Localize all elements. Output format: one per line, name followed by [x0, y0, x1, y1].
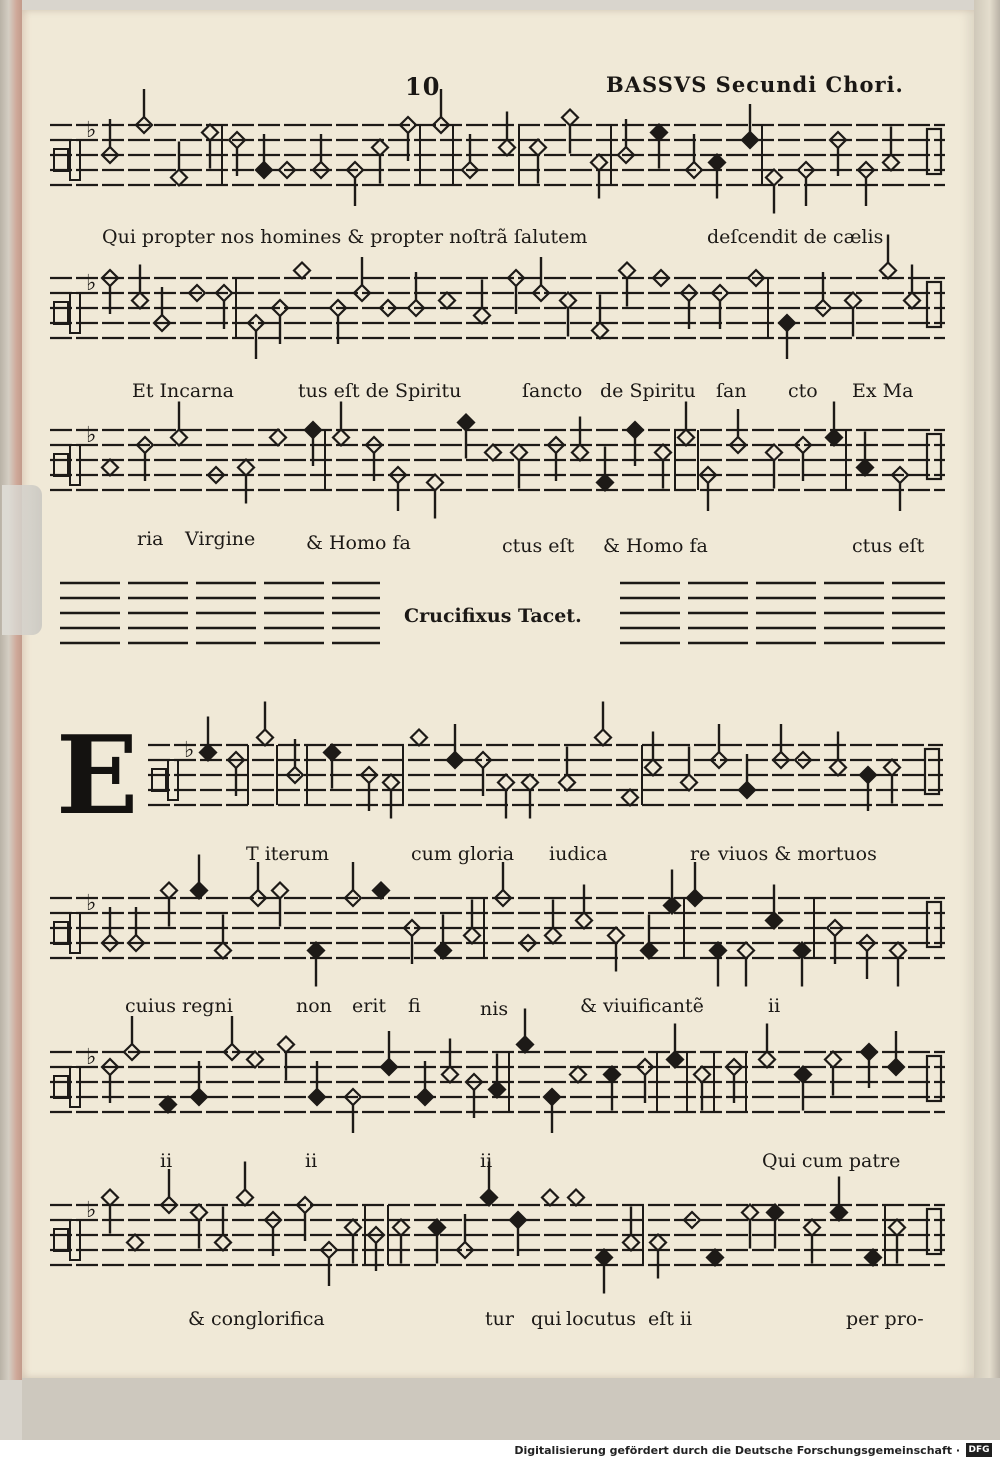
lyric-syllable: Virgine [185, 528, 256, 550]
lyric-syllable: ria [137, 528, 164, 550]
lyric-syllable: ii [160, 1150, 173, 1172]
lyric-syllable: ii [768, 995, 781, 1017]
lyric-syllable: Qui cum patre [762, 1150, 901, 1172]
lyric-syllable: locutus [566, 1308, 637, 1330]
lyric-syllable: viuos & mortuos [718, 843, 877, 865]
lyric-syllable: Ex Ma [852, 380, 914, 402]
lyric-syllable: & conglorifica [188, 1308, 325, 1330]
staff-lines [148, 735, 943, 835]
lyric-syllable: ii [480, 1150, 493, 1172]
staff-lines [50, 420, 945, 520]
page-clip [2, 485, 42, 635]
lyric-line: Qui propter nos homines & propter noſtrã ſalutem [102, 226, 588, 248]
svg-text:♭: ♭ [184, 738, 195, 763]
staff-lines [50, 1042, 945, 1142]
tacet-label: Crucifixus Tacet. [404, 605, 582, 627]
lyric-syllable: cto [788, 380, 818, 402]
lyric-syllable: nis [480, 998, 509, 1020]
lyric-syllable: cuius regni [125, 995, 233, 1017]
book-page [22, 10, 974, 1378]
lyric-syllable: & Homo fa [603, 535, 708, 557]
lyric-syllable: ctus eſt [852, 535, 925, 557]
page-number: 10 [405, 72, 441, 101]
lyric-syllable: qui [531, 1308, 562, 1330]
lyric-syllable: & Homo fa [306, 532, 411, 554]
footer-credit: Digitalisierung gefördert durch die Deutsche Forschungsgemeinschaft · [514, 1444, 960, 1457]
lyric-syllable: Et Incarna [132, 380, 234, 402]
lyric-syllable: cum gloria [411, 843, 515, 865]
lyric-syllable: de Spiritu [600, 380, 696, 402]
lyric-syllable: fi [408, 995, 421, 1017]
lyric-syllable: ii [305, 1150, 318, 1172]
lyric-syllable: tur [485, 1308, 514, 1330]
staff-lines [50, 1195, 945, 1295]
lyric-syllable: T iterum [246, 843, 330, 865]
svg-text:♭: ♭ [86, 1198, 97, 1223]
svg-text:♭: ♭ [86, 891, 97, 916]
staff-lines [50, 115, 945, 215]
svg-text:♭: ♭ [86, 423, 97, 448]
lyric-syllable: tus eſt de Spiritu [298, 380, 462, 402]
page-right-edge [974, 0, 1000, 1380]
page-bottom-edge [22, 1378, 1000, 1440]
lyric-syllable: & viuificantẽ [580, 995, 704, 1017]
lyric-syllable: erit [352, 995, 387, 1017]
svg-text:♭: ♭ [86, 271, 97, 296]
footer-bar [0, 1440, 1000, 1462]
lyric-syllable: eſt ii [648, 1308, 693, 1330]
svg-text:♭: ♭ [86, 118, 97, 143]
lyric-syllable: ſancto [522, 380, 583, 402]
decorated-initial: E [56, 713, 139, 839]
running-head: BASSVS Secundi Chori. [606, 72, 904, 97]
dfg-logo: DFG [966, 1443, 992, 1457]
lyric-syllable: ctus eſt [502, 535, 575, 557]
svg-text:♭: ♭ [86, 1045, 97, 1070]
lyric-syllable: per pro- [846, 1308, 924, 1330]
lyric-syllable: iudica [549, 843, 608, 865]
staff-lines [50, 888, 945, 988]
lyric-syllable: re [690, 843, 711, 865]
staff-lines [50, 268, 945, 368]
lyric-syllable: ſan [716, 380, 747, 402]
lyric-line: deſcendit de cælis [707, 226, 884, 248]
page-left-edge [0, 0, 22, 1380]
lyric-syllable: non [296, 995, 332, 1017]
